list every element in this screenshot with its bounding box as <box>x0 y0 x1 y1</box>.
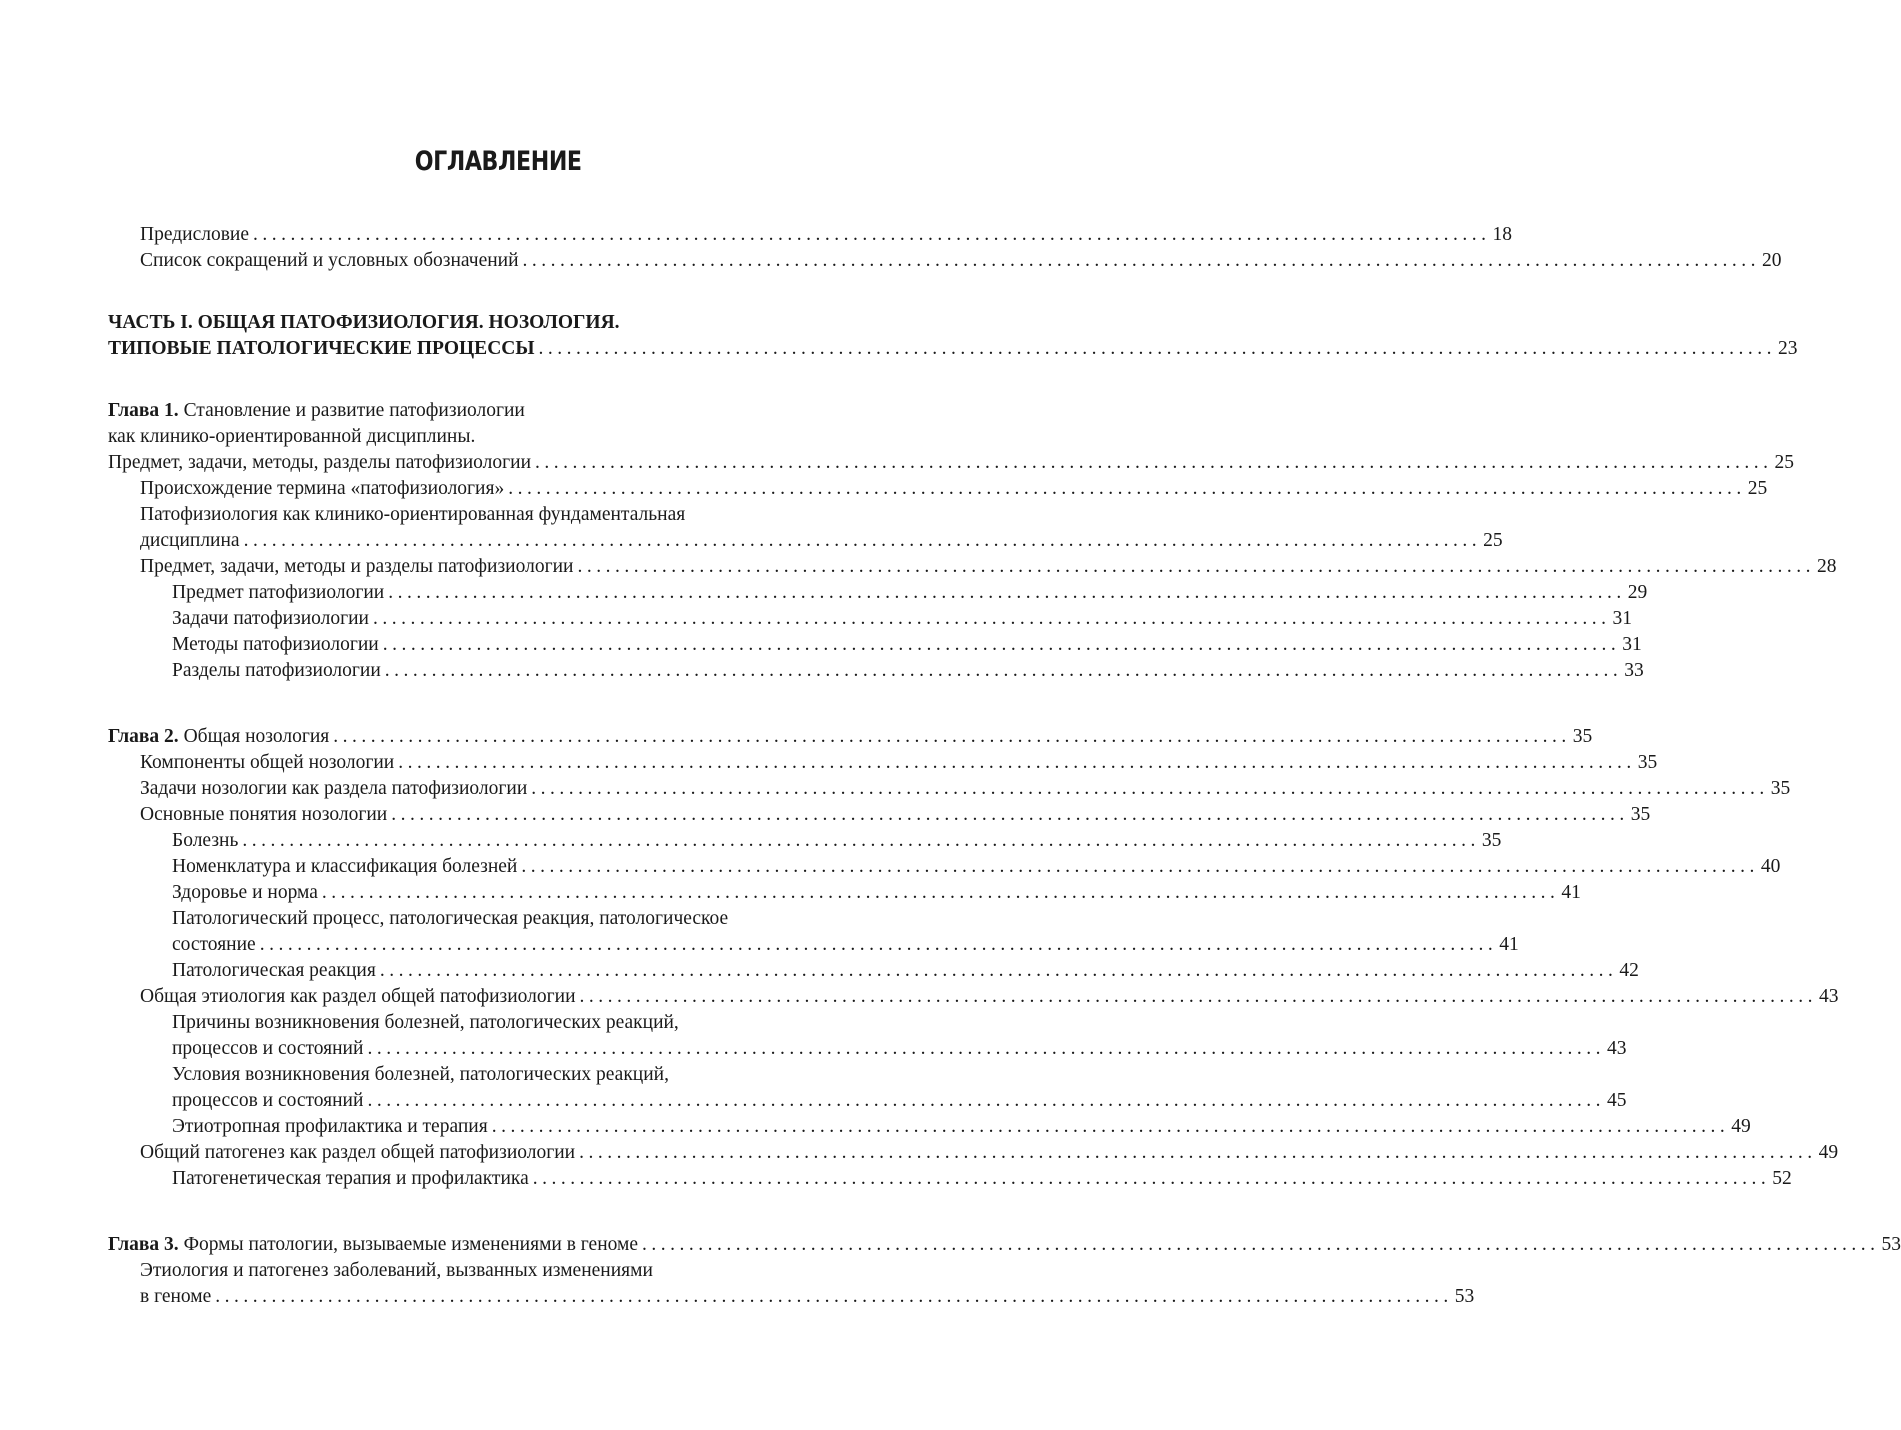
dot-leader: .................................................................................................................................... <box>367 1090 1605 1111</box>
dot-leader: .................................................................................................................................... <box>384 660 1623 681</box>
toc-page-number: 18 <box>1492 224 1513 245</box>
toc-entry-line1[interactable]: Условия возникновения болезней, патологических реакций, <box>172 1064 669 1085</box>
toc-entry-text: процессов и состояний <box>172 1038 364 1059</box>
part-heading-line1[interactable]: ЧАСТЬ I. ОБЩАЯ ПАТОФИЗИОЛОГИЯ. НОЗОЛОГИЯ. <box>108 312 620 333</box>
dot-leader: .................................................................................................................................... <box>243 530 1482 551</box>
toc-entry[interactable] <box>108 854 1781 880</box>
toc-entry[interactable] <box>108 632 1642 658</box>
toc-entry-line1[interactable]: Патофизиология как клинико-ориентированная фундаментальная <box>140 504 686 525</box>
chapter-title: Формы патологии, вызываемые изменениями в геноме <box>178 1234 639 1255</box>
chapter-1-heading[interactable] <box>108 398 866 424</box>
toc-page-number: 35 <box>1770 778 1791 799</box>
dot-leader: .................................................................................................................................... <box>532 1168 1771 1189</box>
toc-entry-text: Здоровье и норма <box>172 882 318 903</box>
dot-leader: .................................................................................................................................... <box>491 1116 1730 1137</box>
toc-entry-abbreviations[interactable] <box>108 248 1782 274</box>
toc-entry[interactable] <box>108 476 1768 502</box>
toc-page-number: 28 <box>1816 556 1837 577</box>
toc-entry-text: Список сокращений и условных обозначений <box>140 250 519 271</box>
toc-page-number: 41 <box>1561 882 1581 903</box>
toc-page-number: 35 <box>1630 804 1651 825</box>
dot-leader: .................................................................................................................................... <box>577 556 1815 577</box>
toc-entry-text: Предмет, задачи, методы, разделы патофизиологии <box>108 452 532 473</box>
chapter-title: Общая нозология <box>178 726 330 747</box>
toc-entry[interactable] <box>108 1088 1627 1114</box>
dot-leader: .................................................................................................................................... <box>388 582 1626 603</box>
toc-page-number: 45 <box>1606 1090 1627 1111</box>
toc-entry-text: Номенклатура и классификация болезней <box>172 856 518 877</box>
toc-page-number: 49 <box>1731 1116 1751 1137</box>
toc-entry-text: Общий патогенез как раздел общей патофизиологии <box>140 1142 576 1163</box>
toc-entry-preface[interactable] <box>108 222 1513 248</box>
toc-entry[interactable] <box>108 880 1581 906</box>
dot-leader: .................................................................................................................................... <box>508 478 1746 499</box>
toc-page-number: 43 <box>1606 1038 1627 1059</box>
page-title: ОГЛАВЛЕНИЕ <box>414 146 582 177</box>
toc-entry-text: Основные понятия нозологии <box>140 804 388 825</box>
dot-leader: .................................................................................................................................... <box>215 1286 1453 1307</box>
toc-page-number: 23 <box>1778 338 1798 359</box>
toc-page-number: 29 <box>1627 582 1648 603</box>
chapter-2-heading[interactable] <box>108 724 1593 750</box>
toc-entry[interactable] <box>108 554 1837 580</box>
dot-leader: .................................................................................................................................... <box>373 608 1611 629</box>
dot-leader: .................................................................................................................................... <box>535 452 1773 473</box>
dot-leader: .................................................................................................................................... <box>642 1234 1880 1255</box>
toc-entry-text: в геноме <box>140 1286 212 1307</box>
toc-page-number: 42 <box>1619 960 1639 981</box>
toc-entry-text: Происхождение термина «патофизиология» <box>140 478 505 499</box>
toc-page-number: 33 <box>1624 660 1644 681</box>
toc-entry-text: Методы патофизиологии <box>172 634 379 655</box>
chapter-title: Становление и развитие патофизиологии <box>178 400 525 421</box>
dot-leader: .................................................................................................................................... <box>333 726 1571 747</box>
toc-entry-text: Задачи нозологии как раздела патофизиологии <box>140 778 528 799</box>
dot-leader: .................................................................................................................................... <box>321 882 1560 903</box>
dot-leader: .................................................................................................................................... <box>522 250 1761 271</box>
toc-entry[interactable] <box>108 658 1644 684</box>
toc-entry-text: Патологическая реакция <box>172 960 376 981</box>
dot-leader: .................................................................................................................................... <box>531 778 1769 799</box>
toc-entry[interactable] <box>108 580 1648 606</box>
toc-entry-text: процессов и состояний <box>172 1090 364 1111</box>
toc-page-number: 25 <box>1774 452 1795 473</box>
toc-page-number: 35 <box>1481 830 1502 851</box>
dot-leader: .................................................................................................................................... <box>579 986 1818 1007</box>
toc-entry-text: состояние <box>172 934 256 955</box>
toc-entry-text: Компоненты общей нозологии <box>140 752 395 773</box>
chapter-label: Глава 1. <box>108 400 179 421</box>
toc-entry[interactable] <box>108 528 1503 554</box>
toc-entry-text: Предмет, задачи, методы и разделы патофизиологии <box>140 556 574 577</box>
toc-page-number: 53 <box>1454 1286 1475 1307</box>
toc-page-number: 31 <box>1622 634 1642 655</box>
toc-entry[interactable] <box>108 1140 1839 1166</box>
toc-entry[interactable] <box>108 776 1791 802</box>
dot-leader: .................................................................................................................................... <box>579 1142 1817 1163</box>
toc-entry[interactable] <box>108 1036 1627 1062</box>
toc-entry-text: Разделы патофизиологии <box>172 660 381 681</box>
toc-entry-text: Задачи патофизиологии <box>172 608 369 629</box>
chapter-3-heading[interactable] <box>108 1232 1901 1258</box>
toc-entry-text: Этиотропная профилактика и терапия <box>172 1116 488 1137</box>
toc-page-number: 20 <box>1762 250 1782 271</box>
table-of-contents <box>108 222 1901 1310</box>
part-heading-line2[interactable] <box>108 336 1798 362</box>
toc-entry-text: Болезнь <box>172 830 239 851</box>
toc-entry-text: Патогенетическая терапия и профилактика <box>172 1168 529 1189</box>
toc-entry-text: Общая этиология как раздел общей патофизиологии <box>140 986 576 1007</box>
toc-entry[interactable] <box>108 1114 1751 1140</box>
dot-leader: .................................................................................................................................... <box>521 856 1759 877</box>
toc-entry[interactable] <box>108 984 1839 1010</box>
toc-entry-text: Предисловие <box>140 224 250 245</box>
toc-entry-text: Предмет патофизиологии <box>172 582 385 603</box>
toc-entry-line1[interactable]: Причины возникновения болезней, патологических реакций, <box>172 1012 679 1033</box>
dot-leader: .................................................................................................................................... <box>253 224 1491 245</box>
toc-entry[interactable] <box>108 828 1502 854</box>
dot-leader: .................................................................................................................................... <box>382 634 1621 655</box>
dot-leader: .................................................................................................................................... <box>398 752 1636 773</box>
dot-leader: .................................................................................................................................... <box>242 830 1480 851</box>
toc-entry[interactable] <box>108 1166 1792 1192</box>
toc-page-number: 25 <box>1747 478 1768 499</box>
toc-entry[interactable] <box>108 932 1519 958</box>
toc-entry[interactable] <box>108 606 1632 632</box>
chapter-label: Глава 2. <box>108 726 179 747</box>
toc-entry-line1[interactable]: Патологический процесс, патологическая реакция, патологическое <box>172 908 729 929</box>
toc-page-number: 35 <box>1572 726 1593 747</box>
dot-leader: .................................................................................................................................... <box>259 934 1498 955</box>
toc-page-number: 53 <box>1881 1234 1901 1255</box>
toc-page-number: 49 <box>1818 1142 1839 1163</box>
toc-page-number: 40 <box>1760 856 1781 877</box>
toc-entry-text: ТИПОВЫЕ ПАТОЛОГИЧЕСКИЕ ПРОЦЕССЫ <box>108 338 535 359</box>
dot-leader: .................................................................................................................................... <box>391 804 1629 825</box>
dot-leader: .................................................................................................................................... <box>379 960 1618 981</box>
toc-entry[interactable] <box>108 802 1651 828</box>
chapter-1-title-line2: как клинико-ориентированной дисциплины. <box>108 426 476 447</box>
toc-entry[interactable] <box>108 750 1658 776</box>
chapter-1-title-line3[interactable] <box>108 450 1795 476</box>
toc-entry-text: дисциплина <box>140 530 240 551</box>
toc-entry[interactable] <box>108 1284 1475 1310</box>
toc-page-number: 41 <box>1499 934 1519 955</box>
dot-leader: .................................................................................................................................... <box>367 1038 1605 1059</box>
toc-page-number: 25 <box>1483 530 1503 551</box>
toc-page-number: 52 <box>1772 1168 1792 1189</box>
toc-page-number: 43 <box>1819 986 1839 1007</box>
toc-entry[interactable] <box>108 958 1639 984</box>
toc-page-number: 35 <box>1637 752 1658 773</box>
toc-page-number: 31 <box>1612 608 1632 629</box>
toc-entry-line1[interactable]: Этиология и патогенез заболеваний, вызванных изменениями <box>140 1260 653 1281</box>
chapter-label: Глава 3. <box>108 1234 179 1255</box>
dot-leader: .................................................................................................................................... <box>538 338 1777 359</box>
